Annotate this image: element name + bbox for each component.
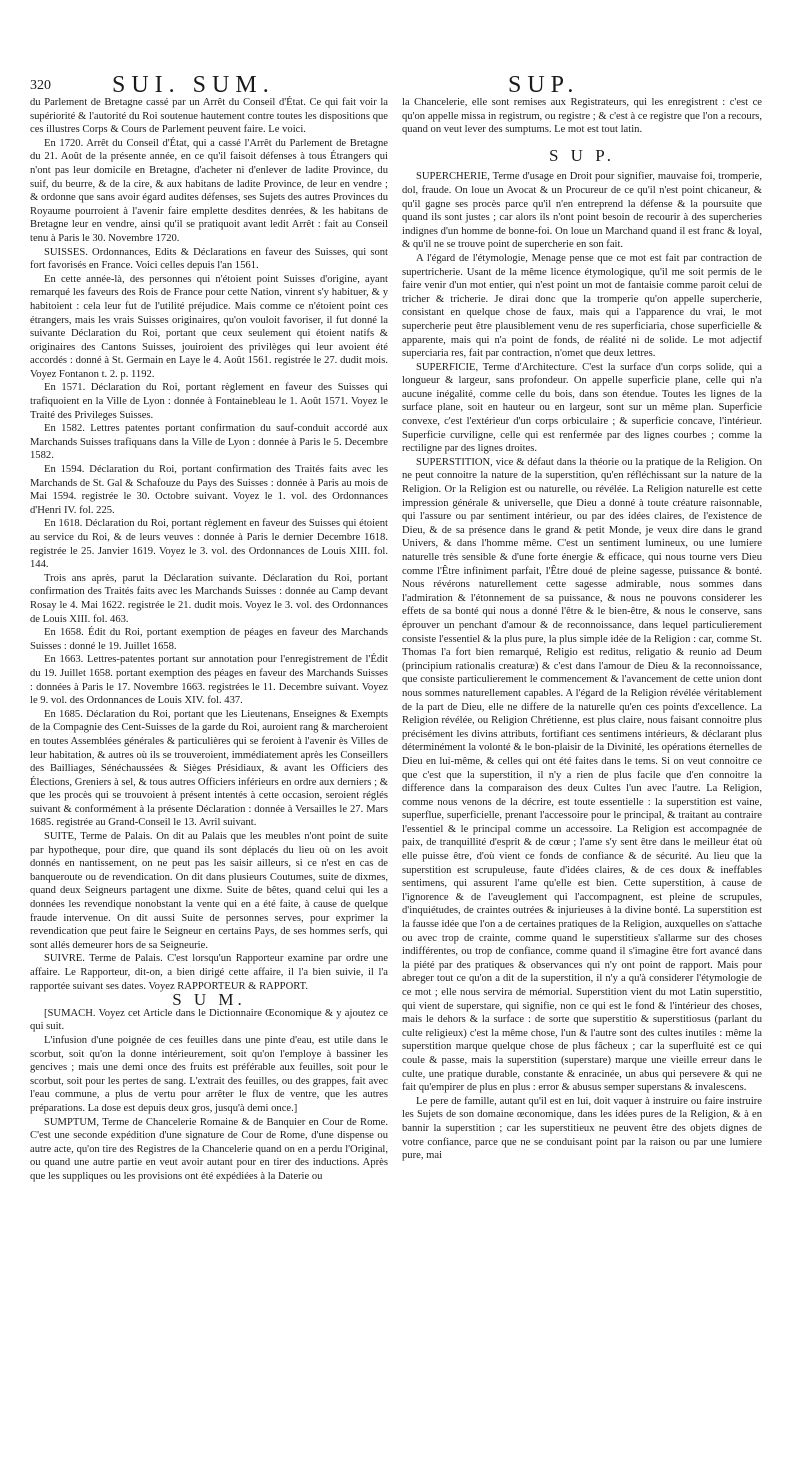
section-heading-sup: S U P. xyxy=(548,145,616,165)
running-title-left: SUI. SUM. xyxy=(112,72,275,98)
running-title-right: SUP. xyxy=(508,72,580,98)
paragraph: la Chancelerie, elle sont remises aux Registrateurs, qui les enregistrent : c'est ce qu'on appelle missa in registrum, ou registre ; & c'est à ce registre que l'on a recours, quand on veut lever des sumptums. Le mot est tout latin. xyxy=(402,97,762,136)
paragraph: A l'égard de l'étymologie, Menage pense que ce mot est fait par contraction de supertricherie. Usant de la même licence étymologique, qu'il me soit permis de le faire venir d'un mot entier, qui n'est point un mot de fantaisie comme paroit celui de tricher & tricherie. Je dirai donc que la tromperie qu'on appelle supercherie, consistant en quelque chose de faux, mais qui a l'apparence du vrai, le mot supercherie peut être plausiblement venu de res superficiaria, chose superficielle & apparente, mais qui n'a point de fonds, de réalité ni de solide. Le mot adjectif superciaria res, fait par contraction, n'omet que deux lettres. xyxy=(402,252,762,360)
paragraph: SUPERFICIE, Terme d'Architecture. C'est la surface d'un corps solide, qui a longueur & largeur, sans profondeur. On appelle superficie plane, celle qui n'a aucune inégalité, comme celle du bois, dans son étendue. Toutes les lignes de la surface plane, soit en hauteur ou en largeur, sont sur un même plan. Superficie convexe, c'est l'extérieur d'un corps orbiculaire ; & superficie concave, l'intérieur. Superficie curviligne, celle qui est renfermée par des lignes courbes ; comme la rectiligne par des lignes droites. xyxy=(402,361,762,455)
left-column xyxy=(30,96,388,1184)
paragraph: En cette année-là, des personnes qui n'étoient point Suisses d'origine, ayant remarqué les faveurs des Rois de France pour cette Nation, vinrent s'y habituer, & y habitoient : cela leur fut de l'utilité préjudice. Mais comme ce n'étoient point ces étrangers, mais les vrais Suisses originaires, qu'on vouloit favoriser, il fut donné la suivante Déclaration du Roi, portant que ceux seulement qui étoient natifs & originaires des Cantons Suisses, jouiroient des privilèges qui leur avoient été accordés : donné à St. Germain en Laye le 4. Août 1561. registrée le 27. dudit mois. Voyez Fontanon t. 2. p. 1192. xyxy=(30,273,388,380)
page-number: 320 xyxy=(30,78,51,93)
paragraph: SUIVRE. Terme de Palais. C'est lorsqu'un Rapporteur examine par ordre une affaire. Le Rapporteur, dit-on, a bien dirigé cette affaire, il l'a bien suivie, il l'a rapportée suivant ses dates. Voyez RAPPORTEUR & RAPPORT. xyxy=(30,953,388,992)
paragraph: En 1582. Lettres patentes portant confirmation du sauf-conduit accordé aux Marchands Suisses trafiquans dans la Ville de Lyon : donnée à Paris le 5. Decembre 1582. xyxy=(30,423,388,462)
paragraph: Trois ans après, parut la Déclaration suivante. Déclaration du Roi, portant confirmation des Traités faits avec les Marchands Suisses : donnée au Camp devant Rosay le 4. Mai 1622. registrée le 21. dudit mois. Voyez le 3. vol. des Ordonnances de Louis XIII. fol. 463. xyxy=(30,572,388,625)
paragraph: SUMPTUM, Terme de Chancelerie Romaine & de Banquier en Cour de Rome. C'est une seconde expédition d'une signature de Cour de Rome, d'une dispense ou autre acte, qu'on tire des Registres de la Chancelerie quand on en a perdu l'Original, ou quand une autre partie en veut avoir autant pour en tirer des inductions. Après que les suppliques ou les provisions ont été expédiées à la Daterie ou xyxy=(30,1116,388,1182)
paragraph: En 1594. Déclaration du Roi, portant confirmation des Traités faits avec les Marchands de St. Gal & Schafouze du Pays des Suisses : donnée à Paris au mois de Mai 1594. registrée le 30. Octobre suivant. Voyez le 1. vol. des Ordonnances d'Henri IV. fol. 225. xyxy=(30,464,388,516)
right-column xyxy=(402,96,762,1163)
paragraph: En 1720. Arrêt du Conseil d'État, qui a cassé l'Arrêt du Parlement de Bretagne du 21. Août de la présente année, en ce qu'il faisoit défenses à tous Étrangers qui n'ont pas leur domicile en Bretagne, d'acheter ni d'enlever de ladite Province, du suif, du beurre, & de la cire, & aux habitans de ladite Province, de leur en vendre ; & ordonne que sans avoir égard audites défenses, ses Sujets des autres Provinces du Royaume pourroient à l'avenir faire emplette desdites denrées, & les habitans de Bretagne leur en vendre, ainsi qu'il se pratiquoit avant ledit Arrêt : fait au Conseil tenu à Paris le 30. Novembre 1720. xyxy=(30,137,388,244)
paragraph: En 1658. Édit du Roi, portant exemption de péages en faveur des Marchands Suisses : donné le 19. Juillet 1658. xyxy=(30,627,388,652)
paragraph: [SUMACH. Voyez cet Article dans le Dictionnaire Œconomique & y ajoutez ce qui suit. xyxy=(30,1007,388,1033)
paragraph: du Parlement de Bretagne cassé par un Arrêt du Conseil d'État. Ce qui fait voir la supériorité & l'autorité du Roi soutenue hautement contre toutes les dispositions que ces illustres Corps & Cours de Parlement peuvent faire. Le voici. xyxy=(30,97,388,136)
paragraph: En 1663. Lettres-patentes portant sur annotation pour l'enregistrement de l'Édit du 19. Juillet 1658. portant exemption des péages en faveur des Marchands Suisses : données à Paris le 17. Novembre 1663. registrées le 11. Decembre suivant. Voyez le 9. vol. des Ordonnances de Louis XIV. fol. 437. xyxy=(30,654,388,707)
paragraph: Le pere de famille, autant qu'il est en lui, doit vaquer à instruire ou faire instruire les Sujets de son domaine œconomique, dans les idées pures de la Religion, & à en bannir la superstition ; car les superstitieux ne peuvent être des objets dignes de votre confiance, parce que ne se conduisant point par la raison ou par une lumiere pure, mai xyxy=(402,1095,762,1162)
paragraph: En 1571. Déclaration du Roi, portant règlement en faveur des Suisses qui trafiquoient en la Ville de Lyon : donnée à Fontainebleau le 1. Août 1571. Voyez le Traité des Privileges Suisses. xyxy=(30,382,388,421)
paragraph: En 1685. Déclaration du Roi, portant que les Lieutenans, Enseignes & Exempts de la Compagnie des Cent-Suisses de la garde du Roi, auroient rang & marcheroient en toutes Assemblées générales & particulières qui se feroient à l'avenir ès Villes de leur habitation, & autres où ils se trouveroient, immédiatement après les Conseillers des Bailliages, Sénéchaussées & Sièges Présidiaux, & avant les Officiers des Élections, Greniers à sel, & tous autres Officiers inférieurs en ordre aux derniers ; & que les procès qui se trouvoient à présent intentés à cette occasion, seroient réglés suivant & conformément à la présente Déclaration : donnée à Versailles le 27. Mars 1685. registrée au Grand-Conseil le 13. Avril suivant. xyxy=(30,708,388,829)
paragraph: SUPERSTITION, vice & défaut dans la théorie ou la pratique de la Religion. On ne peut connoitre la nature de la superstition, qu'en réfléchissant sur la nature de la Religion. Or la Religion est ou naturelle, ou révélée. La Religion naturelle est cette impression générale & universelle, que Dieu a donné à toute créature raisonnable, qui l'assure ou par sentiment intérieur, ou par des idées claires, de l'existence de Dieu, & de sa présence dans le grand & petit Monde, je veux dire dans le grand Univers, & dans l'homme même. C'est un sentiment lumineux, ou une lumiere naturelle très sensible & d'une forte énergie & efficace, qui nous tourne vers Dieu comme l'Être infiniment parfait, l'Être doué de pleine sagesse, puissance & bonté. Nous révérons naturellement cette sagesse admirable, nous sommes dans l'admiration & l'étonnement de sa puissance, & nous ne pouvons considerer les effets de sa bonté qui nous a donné l'être & le bien-être, & nous le conserve, sans éprouver un penchant d'amour & de reconnoissance, dans lequel particulierement consiste l'essentiel & la plus pure, la plus simple idée de la Religion : car, comme St. Thomas l'a fort bien remarqué, Religio est reditus, religatio & reunio ad Deum (principium rationalis creaturæ) & c'est dans l'amour de Dieu & la reconnoissance, que consiste particulierement le commencement & l'avancement de cette union dont nous sommes naturellement capables. A l'égard de la Religion révélée véritablement de la part de Dieu, elle ne differe de la naturelle qu'en ces points d'excellence. La Religion révélée, ou Religion Chrétienne, est plus claire, nous faisant connoitre plus précisément les divins attributs, fortifiant ces sentimens intérieurs, & déclarant plus déterminément la volonté & le bon-plaisir de la Divinité, les opérations éternelles de Dieu en lui-même, & celles qui ont été faites dans le tems. Si on veut connoitre ce que c'est que la superstition, il n'y a rien de plus facile que d'en connoitre la difference dans la comparaison des deux Cultes l'un avec l'autre. La Religion, comme nous venons de la décrire, est toute essentielle : la superstition est vaine, superflue, superficielle, prenant l'accessoire pour le principal, & traitant au contraire l'essentiel & le principal comme un accessoire. La Religion est accompagnée de paix, de tranquillité d'esprit & de cœur ; l'ame s'y sent être dans le meilleur état où elle puisse être, d'où vient ce fonds de confiance & de sécurité. Au lieu que la superstition est scrupuleuse, faute d'idées claires, & de ces doux & ineffables sentimens, qui assurent l'ame qu'elle est bien. Cette superstition, à cause de l'ignorence & de l'aveuglement qui l'accompagnent, est pleine de scrupules, d'inquiétudes, de craintes outrées & injurieuses à la divine bonté. La superstition est la fausse idée que l'on a de certaines pratiques de la Religion, auxquelles on s'attache ou avec trop de crainte, comme quand le superstitieux s'allarme sur des choses indifférentes, ou trop de confiance, comme quand il s'imagine être fort avancé dans la piété par des pratiques & observances qui n'y ont point de rapport. Mais pour abreger tout ce qu'on a dit de la superstition, il n'y a qu'à considerer l'étymologie de ce mot ; elle nous servira de mémorial. Superstition vient du mot Latin superstitio, qui vient de superstare, qui signifie, non ce qui est le fond & l'intérieur des choses, mais le dehors & la surface : de sorte que superstitio & superstitiosus (parlant du culte religieux) c'est la même chose, l'un & l'autre sont des cultes inutiles : même la superstition marque quelque chose de plus fâcheux ; car la superfluité est ce qui coule & passe, mais la superstition (superstare) marque une vieille erreur dans le culte, une pratique durable, constante & enracinée, un abus qui persevere & qui ne fait qu'empirer de plus en plus : error & abusus semper superstans & invalescens. xyxy=(402,456,762,1094)
paragraph: SUPERCHERIE, Terme d'usage en Droit pour signifier, mauvaise foi, tromperie, dol, fraude. On loue un Avocat & un Procureur de ce qu'il n'est point chicaneur, & qu'il gagne ses procès parce qu'il n'en entreprend la défense & la poursuite que quand ils sont justes ; car alors ils n'ont point besoin de recourir à des supercheries indignes d'un homme de bonne-foi. On loue un Marchand quand il est franc & loyal, & qu'il ne se trouve point de supercherie en son fait. xyxy=(402,171,762,251)
paragraph: SUITE, Terme de Palais. On dit au Palais que les meubles n'ont point de suite par hypotheque, pour dire, que quand ils sont déplacés du lieu où on les avoit donnés en nantissement, on ne peut pas les saisir ailleurs, si ce n'est en cas de banqueroute ou de revendication. On dit dans plusieurs Coutumes, suite de dixmes, quand deux Seigneurs partagent une dixme. Suite de bêtes, quand celui qui les a données les revendique nonobstant la vente qui en a été faite, à cause de quelque fraude intervenue. On dit aussi Suite de personnes serves, pour exprimer la revendication que peut faire le Seigneur en certains Pays, de ses hommes serfs, qui sont allés demeurer hors de sa Seigneurie. xyxy=(30,831,388,951)
section-heading-sum: S U M. xyxy=(172,990,246,1010)
paragraph: SUISSES. Ordonnances, Edits & Déclarations en faveur des Suisses, qui sont fort favorisés en France. Voici celles depuis l'an 1561. xyxy=(30,246,388,272)
paragraph: L'infusion d'une poignée de ces feuilles dans une pinte d'eau, est utile dans le scorbut, soit qu'on la donne intérieurement, soit qu'on l'employe à bassiner les gencives ; mais une demi once des fruits est préférable aux feuilles, soit pour le scorbut, soit pour les pertes de sang. L'extrait des feuilles, ou des grappes, fait avec l'eau commune, a plus de vertu pour arrêter le flux de ventre, que les autres préparations. La dose est depuis deux gros, jusqu'à demi once.] xyxy=(30,1034,388,1114)
paragraph: En 1618. Déclaration du Roi, portant règlement en faveur des Suisses qui étoient au service du Roi, & de leurs veuves : donnée à Paris le dernier Decembre 1618. registrée le 25. Janvier 1619. Voyez le 3. vol. des Ordonnances de Louis XIII. fol. 144. xyxy=(30,518,388,571)
